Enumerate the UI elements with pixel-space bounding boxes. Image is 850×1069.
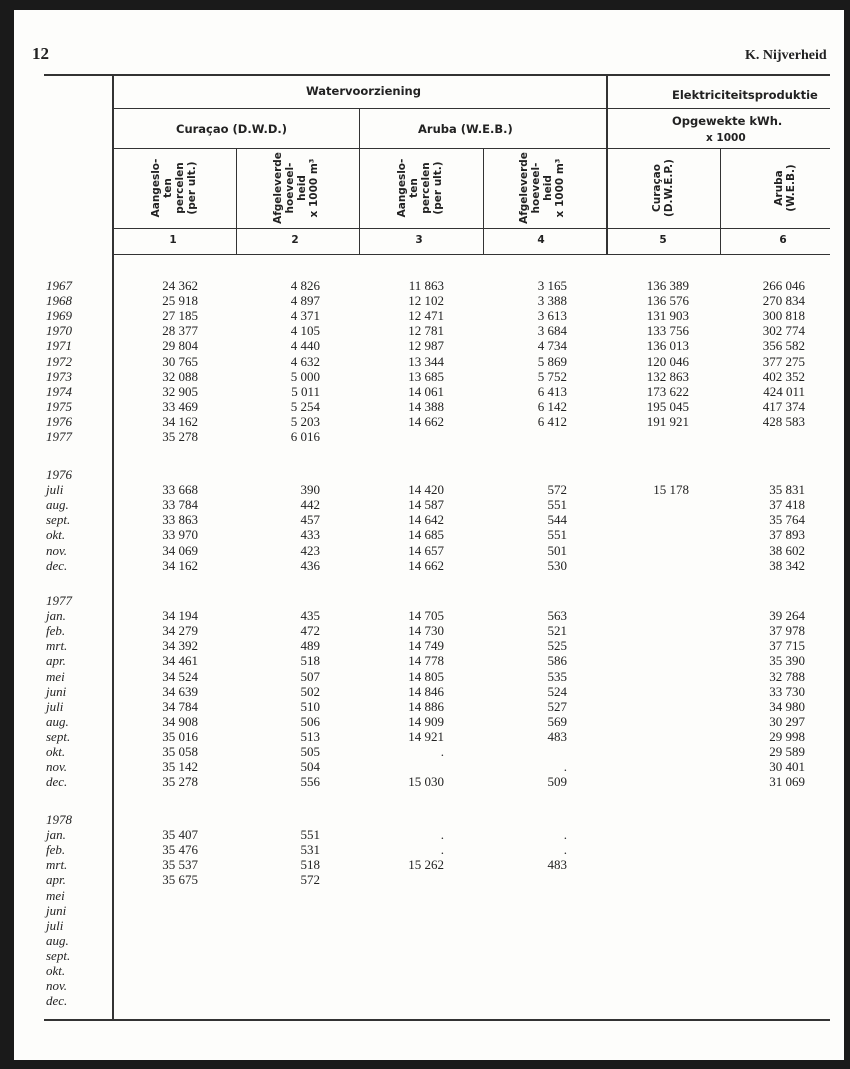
cell-col1: 35 476 [162,842,198,858]
row-label: sept. [46,728,71,744]
cell-col5: 191 921 [646,413,689,429]
cell-col3: 14 420 [408,482,444,498]
cell-col3: 13 344 [408,353,444,369]
cell-col1: 34 069 [162,542,198,558]
row-label: sept. [46,512,71,528]
cell-col4: . [563,759,567,775]
row-label: sept. [46,947,71,963]
head-rule-4 [113,254,830,255]
row-label: juli [46,917,64,933]
col1-header: Aangeslo- ten percelen (per ult.) [150,158,198,218]
col6-header: Aruba (W.E.B.) [773,164,797,212]
cell-col6: 29 589 [769,744,805,759]
cell-col4: 5 869 [537,353,567,369]
cell-col4: 551 [547,497,567,513]
cell-col3: 14 662 [408,413,444,429]
cell-col2: 4 105 [290,323,320,339]
cell-col3: 14 685 [408,527,444,543]
cell-col6: 356 582 [762,338,805,354]
cell-col3: 15 262 [408,857,444,873]
cell-col4: 483 [547,728,567,744]
cell-col2: 5 254 [290,398,320,414]
row-label: nov. [46,542,68,558]
cell-col3: 11 863 [408,278,444,293]
col3-4-divider [483,148,484,254]
row-label: nov. [46,759,68,775]
row-label: juli [46,698,64,714]
cell-col2: 489 [300,638,320,654]
cell-col6: 37 893 [769,527,805,543]
cell-col6: 34 980 [769,698,805,714]
row-label: okt. [46,744,66,759]
cell-col2: 502 [300,683,320,699]
section-heading: 1976 [46,467,72,482]
col5-6-divider [720,148,721,254]
column-number-4: 4 [537,234,545,246]
row-label: 1973 [46,368,72,384]
cell-col4: 530 [547,557,567,573]
row-label: dec. [46,993,68,1009]
cell-col6: 302 774 [762,323,805,339]
cell-col4: 5 752 [537,368,567,384]
cell-col3: 14 846 [408,683,444,699]
cell-col3: . [440,744,444,759]
cell-col6: 38 342 [769,557,805,573]
cell-col2: 551 [300,827,320,843]
cell-col3: 14 662 [408,557,444,573]
cell-col4: 6 413 [537,383,567,399]
row-label: 1970 [46,323,72,339]
row-label: nov. [46,978,68,994]
cell-col1: 34 908 [162,713,198,729]
cell-col1: 35 142 [162,759,198,775]
cell-col6: 266 046 [762,278,805,293]
cell-col6: 37 418 [769,497,805,513]
cell-col2: 507 [300,668,320,684]
cell-col2: 4 440 [290,338,320,354]
cell-col2: 433 [300,527,320,543]
page-number: 12 [32,44,49,63]
cell-col4: 544 [547,512,567,528]
row-label: feb. [46,623,66,639]
cell-col3: 14 657 [408,542,444,558]
bottom-rule [44,1019,830,1021]
head-rule-3 [113,228,830,229]
cell-col2: 572 [300,872,320,888]
cell-col4: 3 613 [537,308,567,324]
cell-col3: 14 388 [408,398,444,414]
curacao-header: Curaçao (D.W.D.) [176,122,287,136]
cell-col6: 31 069 [769,774,805,790]
cell-col2: 6 016 [290,429,320,444]
row-label: mei [46,668,65,684]
cell-col1: 33 469 [162,398,198,414]
row-label: aug. [46,713,69,729]
cell-col4: 551 [547,527,567,543]
cell-col4: 6 412 [537,413,567,429]
cell-col3: 14 778 [408,653,444,669]
row-label: aug. [46,932,69,948]
row-label: jan. [46,827,66,843]
cell-col1: 35 537 [162,857,198,873]
cell-col1: 34 194 [162,608,198,624]
col5-header: Curaçao (D.W.E.P.) [651,159,675,217]
cell-col4: . [563,827,567,843]
cell-col4: 3 165 [537,278,567,293]
cell-col3: 14 805 [408,668,444,684]
cell-col6: 402 352 [762,368,805,384]
cell-col2: 556 [300,774,320,790]
cell-col6: 30 297 [769,713,805,729]
cell-col6: 424 011 [763,383,805,399]
row-label: 1967 [46,278,72,293]
running-head: K. Nijverheid [745,48,827,63]
cell-col2: 436 [300,557,320,573]
cell-col4: 4 734 [537,338,567,354]
head-rule-1 [113,108,830,109]
cell-col4: 527 [547,698,567,714]
row-label: dec. [46,557,68,573]
cell-col2: 5 011 [291,383,320,399]
row-label: dec. [46,774,68,790]
cell-col1: 35 675 [162,872,198,888]
cell-col6: 35 764 [769,512,805,528]
column-number-3: 3 [415,234,423,246]
col4-header: Afgeleverde hoeveel- heid x 1000 m³ [518,152,566,224]
cell-col4: 586 [547,653,567,669]
cell-col1: 35 278 [162,774,198,790]
cell-col5: 173 622 [646,383,689,399]
cell-col2: 390 [300,482,320,498]
cell-col5: 15 178 [653,482,689,498]
row-label: apr. [46,872,66,888]
cell-col2: 513 [300,728,320,744]
row-label: mrt. [46,638,68,654]
section-heading: 1977 [46,593,72,608]
row-label: juni [46,902,67,918]
cell-col3: 14 749 [408,638,444,654]
cell-col3: 14 921 [408,728,444,744]
cell-col4: 6 142 [537,398,567,414]
cell-col1: 34 639 [162,683,198,699]
column-number-1: 1 [169,234,177,246]
cell-col2: 518 [300,653,320,669]
cell-col3: 14 642 [408,512,444,528]
cell-col6: 270 834 [762,293,805,309]
cell-col6: 39 264 [769,608,805,624]
column-number-5: 5 [659,234,667,246]
cell-col2: 505 [300,744,320,759]
cell-col6: 35 831 [769,482,805,498]
curacao-aruba-divider [359,108,360,254]
cell-col5: 136 576 [646,293,689,309]
cell-col6: 29 998 [769,728,805,744]
cell-col5: 132 863 [646,368,689,384]
cell-col2: 4 826 [290,278,320,293]
cell-col1: 30 765 [162,353,198,369]
water-supply-header: Watervoorziening [306,84,421,98]
row-label: 1971 [46,338,72,354]
cell-col6: 37 978 [769,623,805,639]
cell-col1: 34 524 [162,668,198,684]
row-label: juli [46,482,64,498]
cell-col1: 35 278 [162,429,198,444]
cell-col2: 457 [300,512,320,528]
cell-col2: 435 [300,608,320,624]
cell-col1: 33 863 [162,512,198,528]
row-label: aug. [46,497,69,513]
cell-col2: 506 [300,713,320,729]
cell-col1: 32 088 [162,368,198,384]
cell-col2: 4 632 [290,353,320,369]
col3-header: Aangeslo- ten percelen (per ult.) [396,158,444,218]
cell-col3: 12 987 [408,338,444,354]
cell-col2: 423 [300,542,320,558]
cell-col1: 34 162 [162,557,198,573]
cell-col4: 483 [547,857,567,873]
cell-col3: 14 705 [408,608,444,624]
cell-col2: 4 897 [290,293,320,309]
cell-col4: 3 388 [537,293,567,309]
row-label: 1977 [46,429,72,444]
cell-col2: 5 000 [290,368,320,384]
cell-col1: 35 058 [162,744,198,759]
cell-col2: 531 [300,842,320,858]
cell-col1: 33 784 [162,497,198,513]
cell-col2: 472 [300,623,320,639]
section-heading: 1978 [46,812,72,827]
cell-col1: 32 905 [162,383,198,399]
cell-col3: 14 730 [408,623,444,639]
row-label: 1969 [46,308,72,324]
row-label: mrt. [46,857,68,873]
cell-col5: 131 903 [646,308,689,324]
cell-col2: 518 [300,857,320,873]
cell-col6: 37 715 [769,638,805,654]
cell-col3: 14 909 [408,713,444,729]
cell-col1: 28 377 [162,323,198,339]
col2-header: Afgeleverde hoeveel- heid x 1000 m³ [272,152,320,224]
cell-col6: 38 602 [769,542,805,558]
head-rule-2 [113,148,830,149]
row-label: juni [46,683,67,699]
cell-col4: 521 [547,623,567,639]
cell-col1: 34 392 [162,638,198,654]
row-label: okt. [46,527,66,543]
cell-col5: 133 756 [646,323,689,339]
row-label: 1976 [46,413,72,429]
cell-col4: 524 [547,683,567,699]
cell-col3: 12 102 [408,293,444,309]
column-number-2: 2 [291,234,299,246]
row-label: 1974 [46,383,72,399]
cell-col3: . [440,827,444,843]
cell-col1: 24 362 [162,278,198,293]
cell-col3: . [440,842,444,858]
cell-col5: 195 045 [646,398,689,414]
cell-col1: 34 784 [162,698,198,714]
row-label: okt. [46,963,66,978]
row-label: mei [46,887,65,903]
cell-col1: 33 970 [162,527,198,543]
cell-col1: 35 016 [162,728,198,744]
cell-col4: 525 [547,638,567,654]
cell-col5: 120 046 [646,353,689,369]
kwh-unit: x 1000 [706,132,746,144]
cell-col4: 501 [547,542,567,558]
cell-col6: 417 374 [762,398,805,414]
cell-col6: 300 818 [762,308,805,324]
cell-col5: 136 389 [646,278,689,293]
column-number-6: 6 [779,234,787,246]
cell-col1: 34 162 [162,413,198,429]
cell-col2: 504 [300,759,320,775]
kwh-header: Opgewekte kWh. [672,114,783,128]
cell-col1: 34 461 [162,653,198,669]
cell-col6: 30 401 [769,759,805,775]
cell-col3: 14 061 [408,383,444,399]
cell-col4: 3 684 [537,323,567,339]
cell-col1: 35 407 [162,827,198,843]
cell-col4: 569 [547,713,567,729]
cell-col2: 4 371 [290,308,320,324]
cell-col3: 12 781 [408,323,444,339]
cell-col4: 509 [547,774,567,790]
cell-col3: 14 886 [408,698,444,714]
aruba-header: Aruba (W.E.B.) [418,122,513,136]
cell-col6: 377 275 [762,353,805,369]
cell-col5: 136 013 [646,338,689,354]
cell-col2: 442 [300,497,320,513]
cell-col1: 33 668 [162,482,198,498]
cell-col4: 563 [547,608,567,624]
cell-col4: . [563,842,567,858]
cell-col1: 25 918 [162,293,198,309]
cell-col2: 510 [300,698,320,714]
cell-col1: 29 804 [162,338,198,354]
col1-2-divider [236,148,237,254]
cell-col1: 34 279 [162,623,198,639]
stub-divider [112,75,114,1019]
cell-col4: 572 [547,482,567,498]
row-label: jan. [46,608,66,624]
electricity-header: Elektriciteitsproduktie [672,88,818,102]
cell-col6: 35 390 [769,653,805,669]
cell-col3: 15 030 [408,774,444,790]
cell-col1: 27 185 [162,308,198,324]
row-label: 1972 [46,353,72,369]
cell-col2: 5 203 [290,413,320,429]
cell-col3: 14 587 [408,497,444,513]
cell-col3: 13 685 [408,368,444,384]
cell-col3: 12 471 [408,308,444,324]
row-label: apr. [46,653,66,669]
cell-col4: 535 [547,668,567,684]
cell-col6: 33 730 [769,683,805,699]
cell-col6: 428 583 [762,413,805,429]
top-rule [44,74,830,76]
row-label: feb. [46,842,66,858]
row-label: 1968 [46,293,72,309]
cell-col6: 32 788 [769,668,805,684]
row-label: 1975 [46,398,72,414]
